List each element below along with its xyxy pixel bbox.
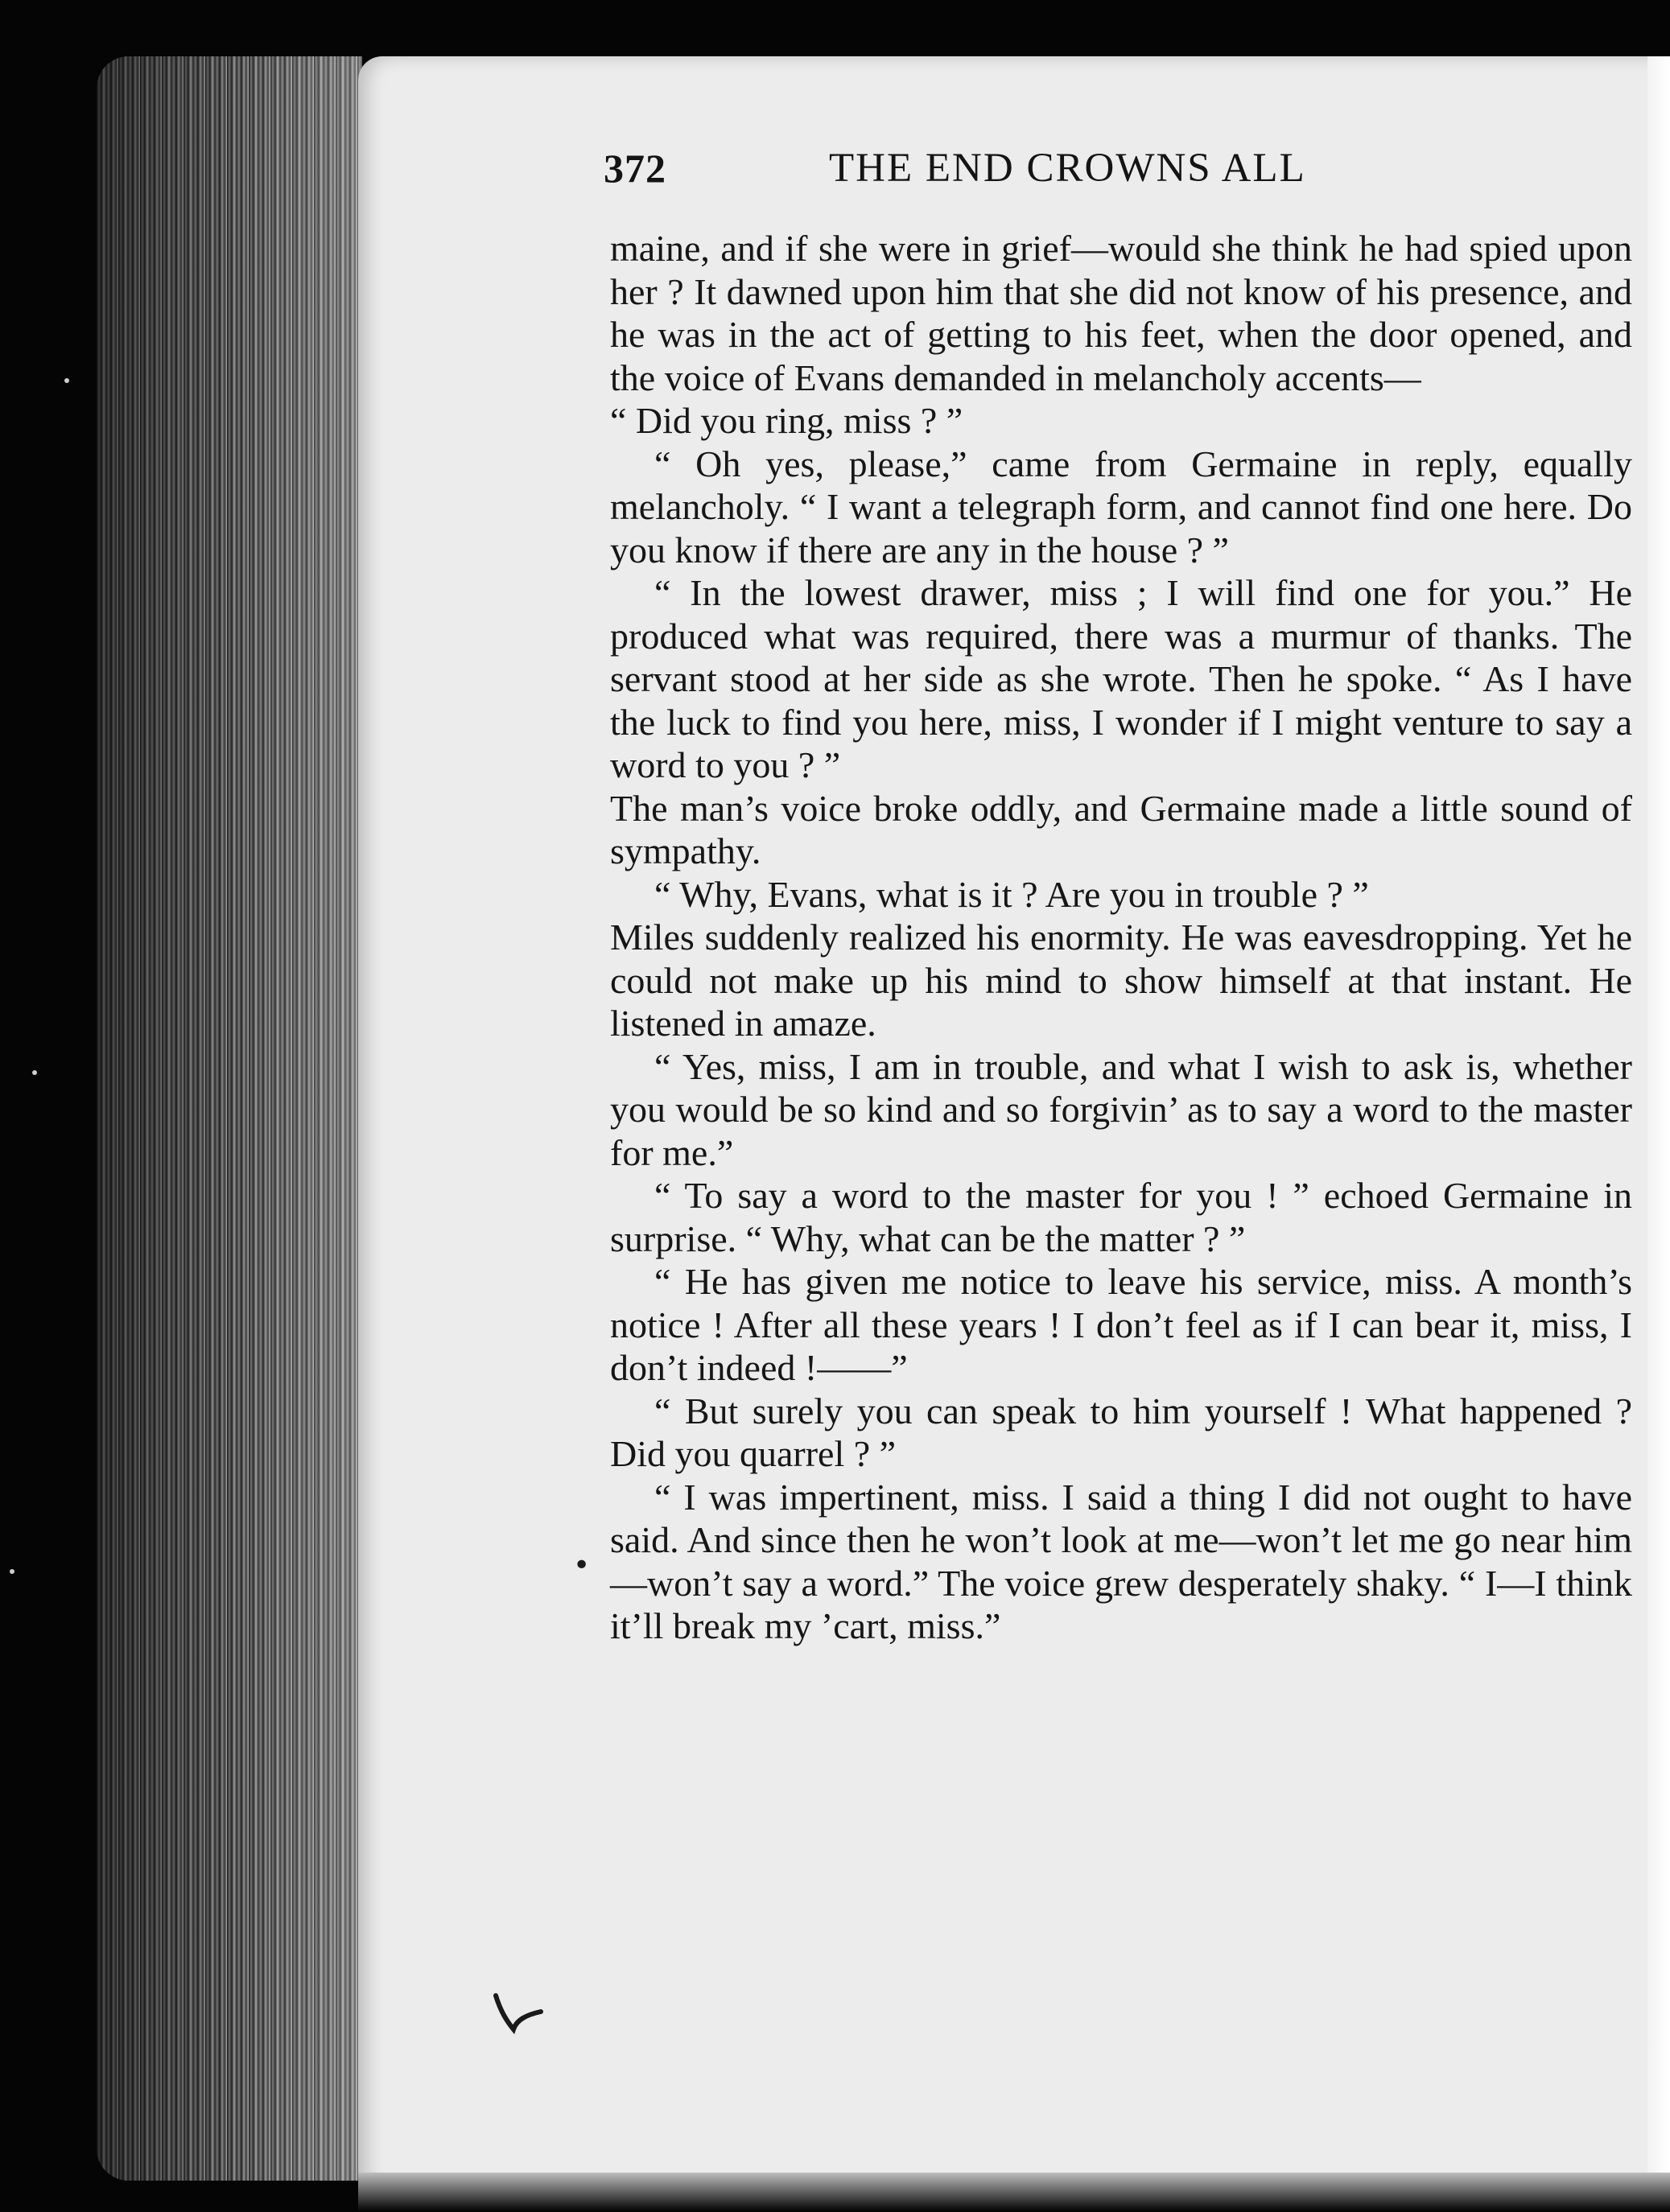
paragraph: “ Why, Evans, what is it ? Are you in trouble ? ” [654,873,1369,915]
margin-pencil-mark [491,1988,547,2044]
paragraph: Miles suddenly realized his enormity. He was eavesdropping. Yet he could not make up his mind to show himself at that instant. He listened in amaze. [610,917,1632,1044]
scan-speck [64,378,69,383]
paragraph: The man’s voice broke oddly, and Germaine made a little sound of sympathy. [610,787,1632,871]
paragraph: “ In the lowest drawer, miss ; I will find one for you.” He produced what was required, there was a murmur of thanks. The servant stood at her side as she wrote. Then he spoke. “ As I have the luck to find you here, miss, I wonder if I might venture to say a word to you ? ” [610,572,1632,785]
paragraph: “ He has given me notice to leave his service, miss. A month’s notice ! After all these years ! I don’t feel as if I can bear it, miss, I don’t indeed !——” [610,1261,1632,1388]
page-right-edge [1647,56,1670,2197]
paragraph: “ To say a word to the master for you ! ” echoed Germaine in surprise. “ Why, what can be the matter ? ” [610,1175,1632,1259]
page-stack-edge [97,56,362,2181]
paragraph: “ Oh yes, please,” came from Germaine in reply, equally melancholy. “ I want a telegraph form, and cannot find one here. Do you know if there are any in the house ? ” [610,443,1632,571]
body-text [610,227,1632,1648]
paragraph: “ I was impertinent, miss. I said a thing I did not ought to have said. And since then he won’t look at me—won’t let me go near him—won’t say a word.” The voice grew desperately shaky. “ I—I think it’ll break my ’cart, miss.” [610,1476,1632,1646]
scan-speck [10,1569,14,1574]
book-title: THE END CROWNS ALL [829,146,1306,191]
page-number: 372 [604,146,666,191]
running-head [604,145,1618,201]
paragraph: “ Did you ring, miss ? ” [610,400,963,441]
paragraph: “ Yes, miss, I am in trouble, and what I wish to ask is, whether you would be so kind and so forgivin’ as to say a word to the master for me.” [610,1045,1632,1173]
paragraph: maine, and if she were in grief—would she think he had spied upon her ? It dawned upon him that she did not know of his presence, and he was in the act of getting to his feet, when the door opened, and the voice of Evans demanded in melancholy accents— [610,228,1632,398]
paragraph: “ But surely you can speak to him yourself ! What happened ? Did you quarrel ? ” [610,1390,1632,1474]
page-bottom-shadow [358,2173,1670,2212]
scan-speck [32,1070,37,1075]
margin-dot-mark: • [573,1549,591,1582]
